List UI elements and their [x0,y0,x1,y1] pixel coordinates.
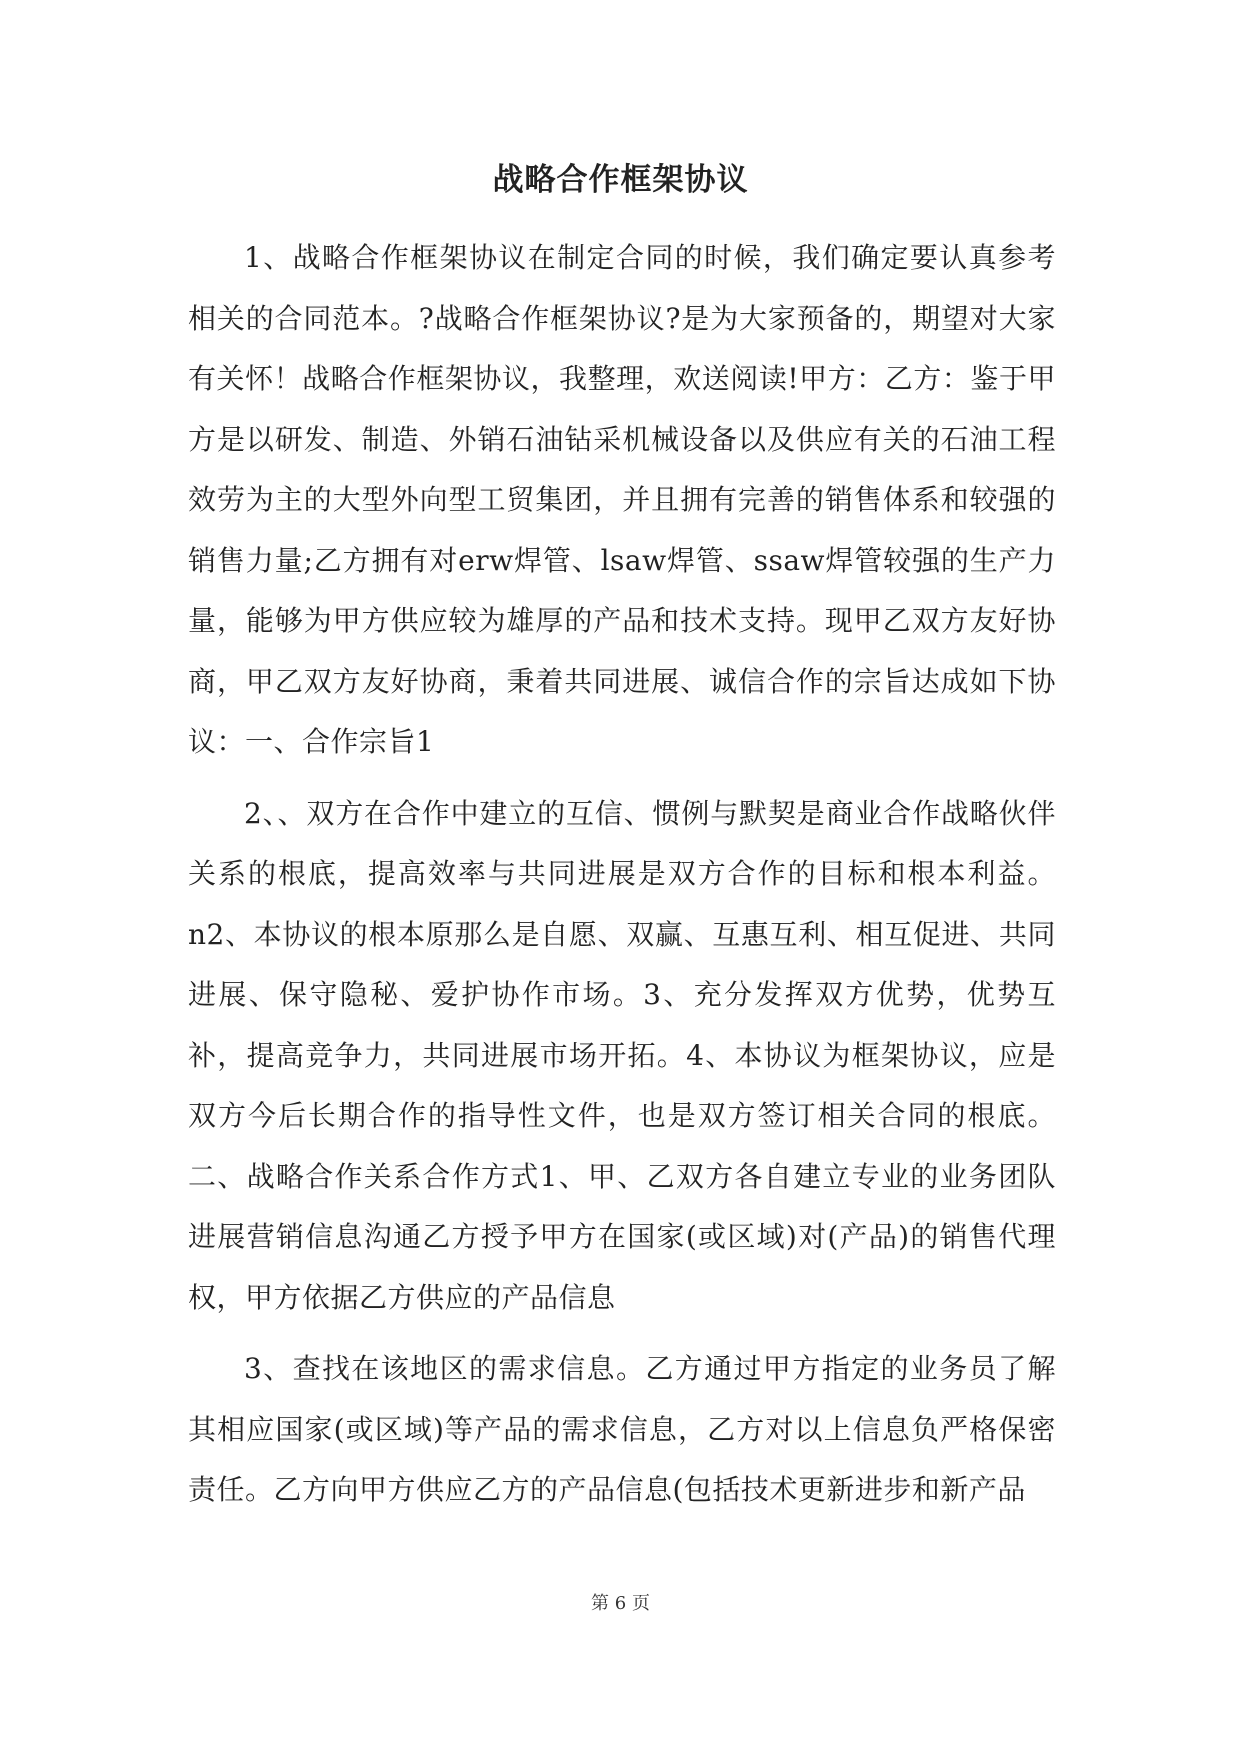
page-label-prefix: 第 [591,1593,610,1614]
paragraph-3: 3、查找在该地区的需求信息。乙方通过甲方指定的业务员了解其相应国家(或区域)等产品的需求信息，乙方对以上信息负严格保密责任。乙方向甲方供应乙方的产品信息(包括技术更新进步和新产品 [188,1352,1056,1506]
paragraph-1: 1、战略合作框架协议在制定合同的时候，我们确定要认真参考相关的合同范本。?战略合作框架协议?是为大家预备的，期望对大家有关怀！战略合作框架协议，我整理，欢送阅读!甲方：乙方：鉴于甲方是以研发、制造、外销石油钻采机械设备以及供应有关的石油工程效劳为主的大型外向型工贸集团，并且拥有完善的销售体系和较强的销售力量;乙方拥有对erw焊管、lsaw焊管、ssaw焊管较强的生产力量，能够为甲方供应较为雄厚的产品和技术支持。现甲乙双方友好协商，甲乙双方友好协商，秉着共同进展、诚信合作的宗旨达成如下协议：一、合作宗旨1 [188,241,1056,758]
page-footer [0,1592,1241,1616]
page-label-suffix: 页 [631,1593,650,1614]
document-title: 战略合作框架协议 [492,162,749,198]
document-body [188,228,1056,1521]
page-number: 6 [614,1593,627,1614]
paragraph-2: 2、、双方在合作中建立的互信、惯例与默契是商业合作战略伙伴关系的根底，提高效率与共同进展是双方合作的目标和根本利益。n2、本协议的根本原那么是自愿、双赢、互惠互利、相互促进、共同进展、保守隐秘、爱护协作市场。3、充分发挥双方优势，优势互补，提高竞争力，共同进展市场开拓。4、本协议为框架协议，应是双方今后长期合作的指导性文件，也是双方签订相关合同的根底。二、战略合作关系合作方式1、甲、乙双方各自建立专业的业务团队进展营销信息沟通乙方授予甲方在国家(或区域)对(产品)的销售代理权，甲方依据乙方供应的产品信息 [188,796,1056,1314]
